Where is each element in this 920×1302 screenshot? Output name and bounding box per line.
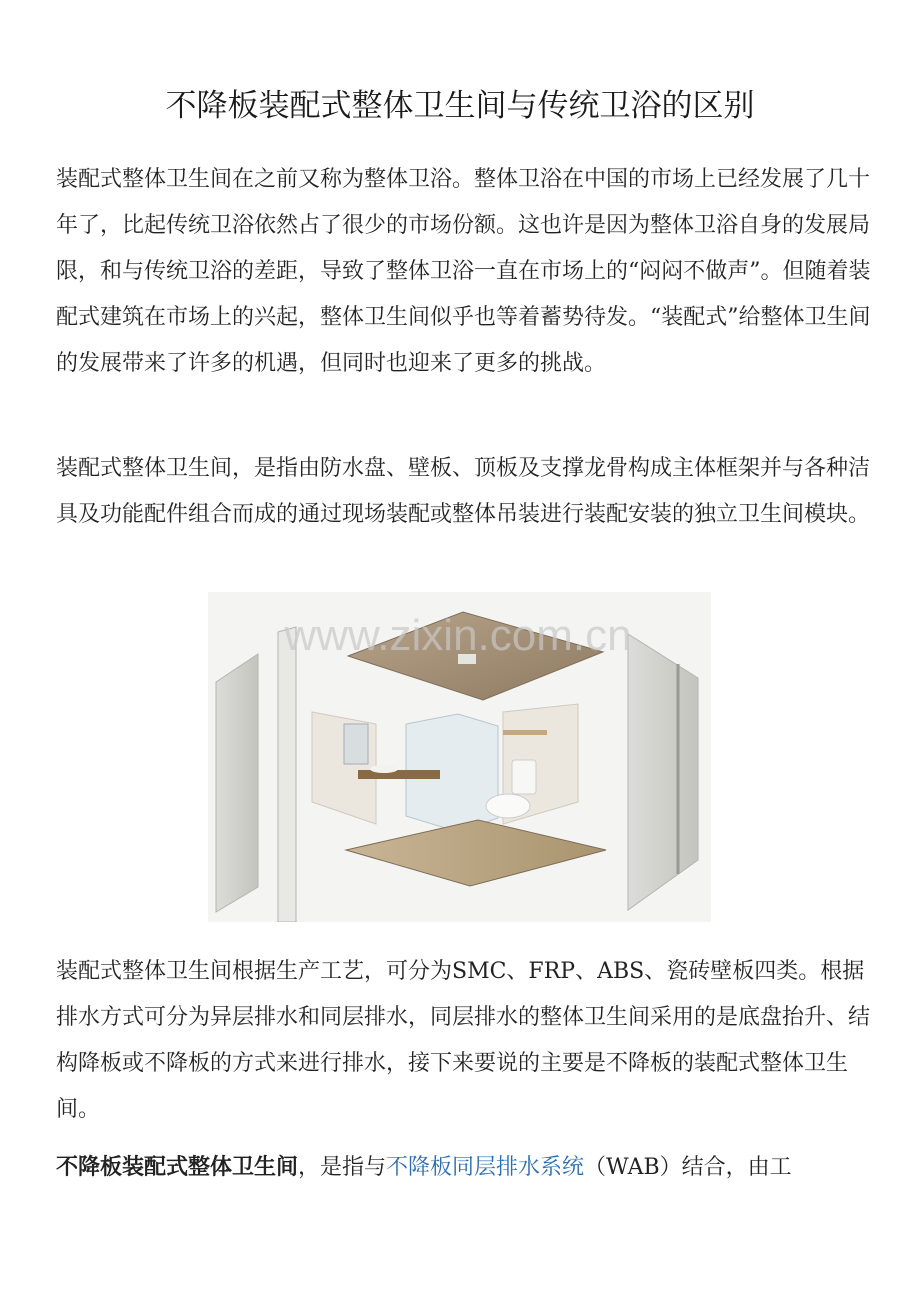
paragraph-non-lowered [56,1144,878,1191]
paragraph-classification: 装配式整体卫生间根据生产工艺，可分为SMC、FRP、ABS、瓷砖壁板四类。根据排水方式可分为异层排水和同层排水，同层排水的整体卫生间采用的是底盘抬升、结构降板或不降板的方式来进行排水，接下来要说的主要是不降板的装配式整体卫生间。 [56,959,871,1122]
toilet-tank [512,760,536,794]
watermark-text: www.zixin.com.cn [284,611,632,660]
left-wall-edge-panel [278,627,296,922]
towel-rack-icon [503,730,547,735]
bold-term: 不降板装配式整体卫生间 [56,1154,299,1180]
wab-system-link[interactable]: 不降板同层排水系统 [386,1155,585,1180]
mirror [344,724,368,764]
paragraph-text-continued: （WAB）结合，由工 [584,1155,792,1180]
left-wall-panel [216,654,258,912]
toilet-icon [486,794,530,818]
bathroom-module-image [208,592,711,922]
page-title: 不降板装配式整体卫生间与传统卫浴的区别 [165,88,755,124]
paragraph-text: ，是指与 [298,1155,387,1180]
washbasin-icon [370,765,398,773]
paragraph-definition: 装配式整体卫生间，是指由防水盘、壁板、顶板及支撑龙骨构成主体框架并与各种洁具及功能配件组合而成的通过现场装配或整体吊装进行装配安装的独立卫生间模块。 [56,456,871,527]
washbasin-counter [358,770,440,779]
paragraph-intro: 装配式整体卫生间在之前又称为整体卫浴。整体卫浴在中国的市场上已经发展了几十年了，比起传统卫浴依然占了很少的市场份额。这也许是因为整体卫浴自身的发展局限，和与传统卫浴的差距，导致了整体卫浴一直在市场上的“闷闷不做声”。但随着装配式建筑在市场上的兴起，整体卫生间似乎也等着蓄势待发。“装配式”给整体卫生间的发展带来了许多的机遇，但同时也迎来了更多的挑战。 [56,167,871,376]
